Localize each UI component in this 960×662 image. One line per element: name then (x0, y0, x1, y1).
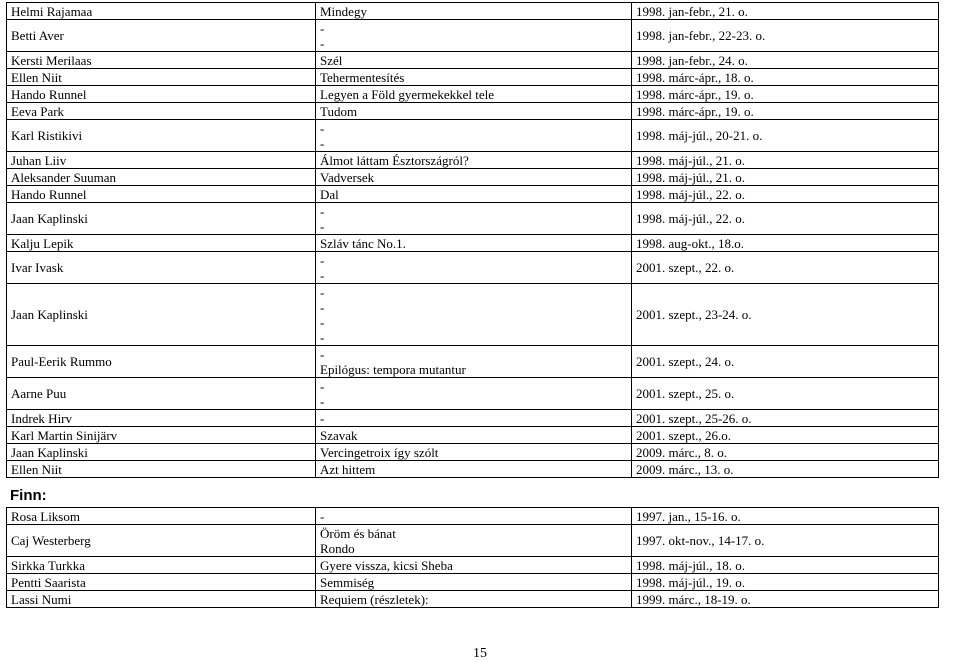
table-row (7, 69, 939, 86)
title-cell (316, 284, 632, 346)
title-line: - (320, 218, 325, 234)
table-row (7, 574, 939, 591)
author-cell: Betti Aver (7, 20, 316, 52)
title-line: - (320, 410, 325, 426)
source-cell: 1998. máj-júl., 20-21. o. (632, 120, 939, 152)
source-cell: 1998. máj-júl., 21. o. (632, 169, 939, 186)
table-row (7, 461, 939, 478)
title-line: Szláv tánc No.1. (320, 235, 406, 251)
finnish-authors-table (6, 507, 939, 608)
title-cell (316, 346, 632, 378)
source-cell: 1999. márc., 18-19. o. (632, 591, 939, 608)
table-row (7, 203, 939, 235)
page-number: 15 (473, 646, 487, 661)
title-cell (316, 152, 632, 169)
table-row (7, 186, 939, 203)
source-cell: 1997. jan., 15-16. o. (632, 508, 939, 525)
source-cell: 1998. jan-febr., 22-23. o. (632, 20, 939, 52)
table-row (7, 103, 939, 120)
source-cell: 2001. szept., 24. o. (632, 346, 939, 378)
title-line: Semmiség (320, 574, 375, 590)
source-cell: 1998. jan-febr., 24. o. (632, 52, 939, 69)
source-cell: 1998. márc-ápr., 19. o. (632, 103, 939, 120)
title-line: Dal (320, 186, 339, 202)
author-cell: Caj Westerberg (7, 525, 316, 557)
table-row (7, 86, 939, 103)
author-cell: Pentti Saarista (7, 574, 316, 591)
table-row (7, 410, 939, 427)
section-heading-finnish: Finn: (10, 487, 47, 504)
author-cell: Lassi Numi (7, 591, 316, 608)
title-line: - (320, 203, 325, 219)
title-cell (316, 86, 632, 103)
title-line: Rondo (320, 540, 355, 556)
title-line: Öröm és bánat (320, 525, 396, 541)
title-cell (316, 410, 632, 427)
author-cell: Karl Martin Sinijärv (7, 427, 316, 444)
source-cell: 1997. okt-nov., 14-17. o. (632, 525, 939, 557)
title-cell (316, 591, 632, 608)
table-row (7, 52, 939, 69)
table-row (7, 235, 939, 252)
estonian-authors-table (6, 2, 939, 478)
source-cell: 2001. szept., 25-26. o. (632, 410, 939, 427)
author-cell: Paul-Eerik Rummo (7, 346, 316, 378)
source-cell: 2001. szept., 26.o. (632, 427, 939, 444)
table-row (7, 3, 939, 20)
title-cell (316, 461, 632, 478)
author-cell: Ellen Niit (7, 461, 316, 478)
table-row (7, 152, 939, 169)
title-line: Szél (320, 52, 343, 68)
title-line: - (320, 314, 325, 330)
title-cell (316, 235, 632, 252)
title-line: Szavak (320, 427, 358, 443)
title-line: Tehermentesítés (320, 69, 405, 85)
source-cell: 2001. szept., 23-24. o. (632, 284, 939, 346)
title-line: - (320, 267, 325, 283)
title-line: - (320, 135, 325, 151)
title-line: Álmot láttam Észtországról? (320, 152, 469, 168)
author-cell: Eeva Park (7, 103, 316, 120)
title-cell (316, 525, 632, 557)
author-cell: Jaan Kaplinski (7, 284, 316, 346)
title-line: - (320, 35, 325, 51)
title-line: Gyere vissza, kicsi Sheba (320, 557, 453, 573)
table-row (7, 444, 939, 461)
table-row (7, 169, 939, 186)
table-row (7, 252, 939, 284)
title-line: Tudom (320, 103, 358, 119)
author-cell: Jaan Kaplinski (7, 203, 316, 235)
source-cell: 1998. máj-júl., 18. o. (632, 557, 939, 574)
title-line: - (320, 346, 325, 362)
title-line: Requiem (részletek): (320, 591, 429, 607)
title-line: - (320, 252, 325, 268)
title-cell (316, 3, 632, 20)
author-cell: Ellen Niit (7, 69, 316, 86)
title-cell (316, 103, 632, 120)
title-line: - (320, 508, 325, 524)
source-cell: 1998. máj-júl., 19. o. (632, 574, 939, 591)
title-cell (316, 186, 632, 203)
title-line: Azt hittem (320, 461, 376, 477)
title-line: Legyen a Föld gyermekekkel tele (320, 86, 494, 102)
author-cell: Kalju Lepik (7, 235, 316, 252)
title-cell (316, 508, 632, 525)
title-cell (316, 20, 632, 52)
table-row (7, 427, 939, 444)
source-cell: 1998. márc-ápr., 18. o. (632, 69, 939, 86)
author-cell: Hando Runnel (7, 186, 316, 203)
table-row (7, 346, 939, 378)
title-cell (316, 427, 632, 444)
author-cell: Kersti Merilaas (7, 52, 316, 69)
source-cell: 1998. márc-ápr., 19. o. (632, 86, 939, 103)
author-cell: Sirkka Turkka (7, 557, 316, 574)
title-line: Mindegy (320, 3, 367, 19)
source-cell: 1998. máj-júl., 21. o. (632, 152, 939, 169)
table-row (7, 591, 939, 608)
author-cell: Aarne Puu (7, 378, 316, 410)
table-row (7, 525, 939, 557)
title-cell (316, 378, 632, 410)
source-cell: 1998. máj-júl., 22. o. (632, 186, 939, 203)
source-cell: 1998. máj-júl., 22. o. (632, 203, 939, 235)
source-cell: 2009. márc., 13. o. (632, 461, 939, 478)
table-row (7, 20, 939, 52)
title-line: - (320, 120, 325, 136)
author-cell: Jaan Kaplinski (7, 444, 316, 461)
source-cell: 2009. márc., 8. o. (632, 444, 939, 461)
author-cell: Indrek Hirv (7, 410, 316, 427)
table-row (7, 557, 939, 574)
title-line: Epilógus: tempora mutantur (320, 361, 466, 377)
title-line: - (320, 284, 325, 300)
author-cell: Ivar Ivask (7, 252, 316, 284)
title-cell (316, 69, 632, 86)
author-cell: Rosa Liksom (7, 508, 316, 525)
author-cell: Hando Runnel (7, 86, 316, 103)
title-line: - (320, 378, 325, 394)
author-cell: Juhan Liiv (7, 152, 316, 169)
author-cell: Karl Ristikivi (7, 120, 316, 152)
title-cell (316, 574, 632, 591)
title-line: Vercingetroix így szólt (320, 444, 439, 460)
title-line: Vadversek (320, 169, 375, 185)
author-cell: Helmi Rajamaa (7, 3, 316, 20)
title-line: - (320, 20, 325, 36)
title-cell (316, 557, 632, 574)
title-line: - (320, 393, 325, 409)
title-line: - (320, 329, 325, 345)
author-cell: Aleksander Suuman (7, 169, 316, 186)
source-cell: 2001. szept., 25. o. (632, 378, 939, 410)
source-cell: 1998. aug-okt., 18.o. (632, 235, 939, 252)
title-cell (316, 444, 632, 461)
title-line: - (320, 299, 325, 315)
source-cell: 1998. jan-febr., 21. o. (632, 3, 939, 20)
table-row (7, 378, 939, 410)
title-cell (316, 52, 632, 69)
title-cell (316, 120, 632, 152)
table-row (7, 120, 939, 152)
source-cell: 2001. szept., 22. o. (632, 252, 939, 284)
table-row (7, 508, 939, 525)
title-cell (316, 169, 632, 186)
title-cell (316, 252, 632, 284)
title-cell (316, 203, 632, 235)
table-row (7, 284, 939, 346)
